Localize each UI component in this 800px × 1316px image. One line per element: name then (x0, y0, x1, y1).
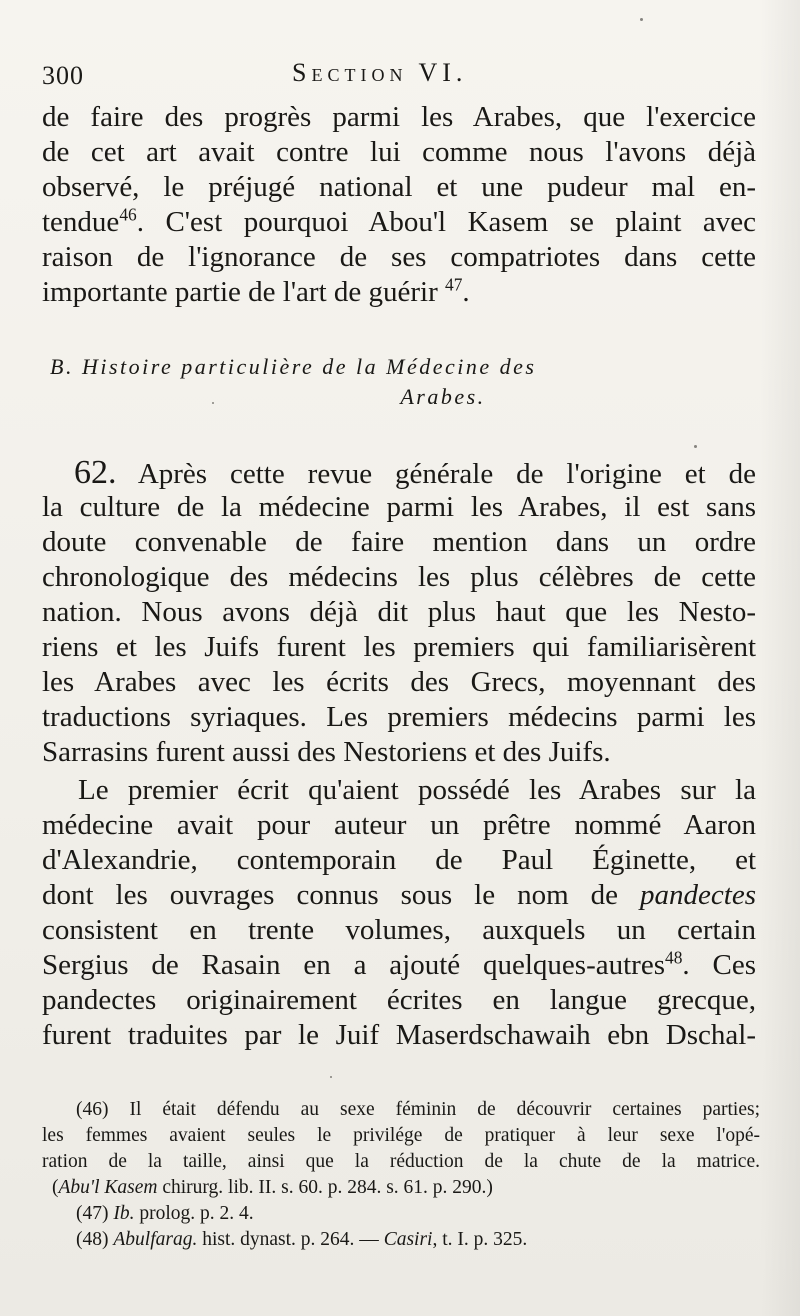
text-line: observé, le préjugé national et une pudeur mal en- (42, 171, 756, 203)
text-line: les Arabes avec les écrits des Grecs, moyennant des (42, 666, 756, 698)
text-segment: hist. dynast. p. 264. — (197, 1229, 384, 1250)
page-number: 300 (42, 61, 84, 90)
italic-ref: Ib. (113, 1203, 135, 1224)
footnote-ref-46: 46 (119, 204, 137, 225)
text-segment: Après cette revue générale de l'origine et de (116, 458, 756, 490)
footnote-46-cont: les femmes avaient seules le privilége de pratiquer à leur sexe l'opé- (42, 1125, 760, 1146)
text-segment: chirurg. lib. II. s. 60. p. 284. s. 61. p. 290.) (157, 1177, 493, 1198)
text-line (42, 455, 756, 490)
footnote-ref-47: 47 (445, 274, 463, 295)
text-segment: (48) (76, 1229, 114, 1250)
footnote-46-citation (42, 1175, 760, 1201)
text-segment: . Ces (682, 949, 756, 981)
text-line (42, 205, 756, 240)
text-line: Le premier écrit qu'aient possédé les Arabes sur la (78, 774, 756, 806)
text-line: la culture de la médecine parmi les Arabes, il est sans (42, 491, 756, 523)
running-head (42, 55, 758, 91)
italic-author: Abu'l Kasem (58, 1177, 158, 1198)
text-line: traductions syriaques. Les premiers médecins parmi les (42, 701, 756, 733)
text-segment: Sergius de Rasain en a ajouté quelques-autres (42, 949, 665, 981)
text-line (42, 878, 756, 913)
footnotes (42, 1097, 760, 1253)
text-line: d'Alexandrie, contemporain de Paul Éginette, et (42, 844, 756, 876)
ink-speck (694, 445, 697, 448)
text-segment: tendue (42, 206, 120, 238)
footnote-ref-48: 48 (665, 947, 683, 968)
section-heading: Section VI. (292, 58, 468, 87)
italic-author: Abulfarag. (113, 1229, 198, 1250)
text-segment: importante partie de l'art de guérir (42, 276, 438, 308)
text-segment: ( (52, 1177, 59, 1198)
subheading-line: Arabes. (400, 384, 486, 409)
text-segment: . (462, 276, 470, 308)
italic-term: pandectes (640, 879, 756, 911)
text-line (42, 948, 756, 983)
text-line: consistent en trente volumes, auxquels un certain (42, 914, 756, 946)
text-line: pandectes originairement écrites en langue grecque, (42, 984, 756, 1016)
text-segment: . C'est pourquoi Abou'l Kasem se plaint avec (136, 206, 756, 238)
paragraph-3 (42, 773, 756, 1053)
text-line: de cet art avait contre lui comme nous l'avons déjà (42, 136, 756, 168)
footnote-48 (42, 1227, 760, 1253)
paragraph-number: 62. (74, 454, 117, 491)
subheading (50, 352, 756, 412)
text-line: doute convenable de faire mention dans un ordre (42, 526, 756, 558)
paragraph-62 (42, 455, 756, 770)
italic-author: Casiri (383, 1229, 433, 1250)
text-line: Sarrasins furent aussi des Nestoriens et des Juifs. (42, 736, 611, 768)
footnote-46-cont: ration de la taille, ainsi que la réduction de la chute de la matrice. (42, 1151, 760, 1172)
text-line: nation. Nous avons déjà dit plus haut que les Nesto- (42, 596, 756, 628)
ink-speck (640, 18, 643, 21)
text-line: chronologique des médecins les plus célèbres de cette (42, 561, 756, 593)
text-segment: dont les ouvrages connus sous le nom de (42, 879, 641, 911)
text-segment: prolog. p. 2. 4. (134, 1203, 254, 1224)
text-line: de faire des progrès parmi les Arabes, que l'exercice (42, 101, 756, 133)
ink-speck (330, 1076, 332, 1078)
subheading-line: B. Histoire particulière de la Médecine des (50, 354, 537, 379)
text-line: raison de l'ignorance de ses compatriotes dans cette (42, 241, 756, 273)
page-gutter-shadow (760, 0, 800, 1316)
ink-speck (212, 402, 214, 404)
text-segment: (47) (76, 1203, 114, 1224)
text-segment: , t. I. p. 325. (432, 1229, 528, 1250)
text-line: médecine avait pour auteur un prêtre nommé Aaron (42, 809, 756, 841)
text-line: furent traduites par le Juif Maserdschawaih ebn Dschal- (42, 1019, 756, 1051)
text-line: riens et les Juifs furent les premiers qui familiarisèrent (42, 631, 756, 663)
footnote-47 (42, 1201, 760, 1227)
paragraph-1 (42, 100, 756, 310)
text-line (42, 275, 756, 310)
footnote-46: (46) Il était défendu au sexe féminin de découvrir certaines parties; (76, 1099, 760, 1120)
